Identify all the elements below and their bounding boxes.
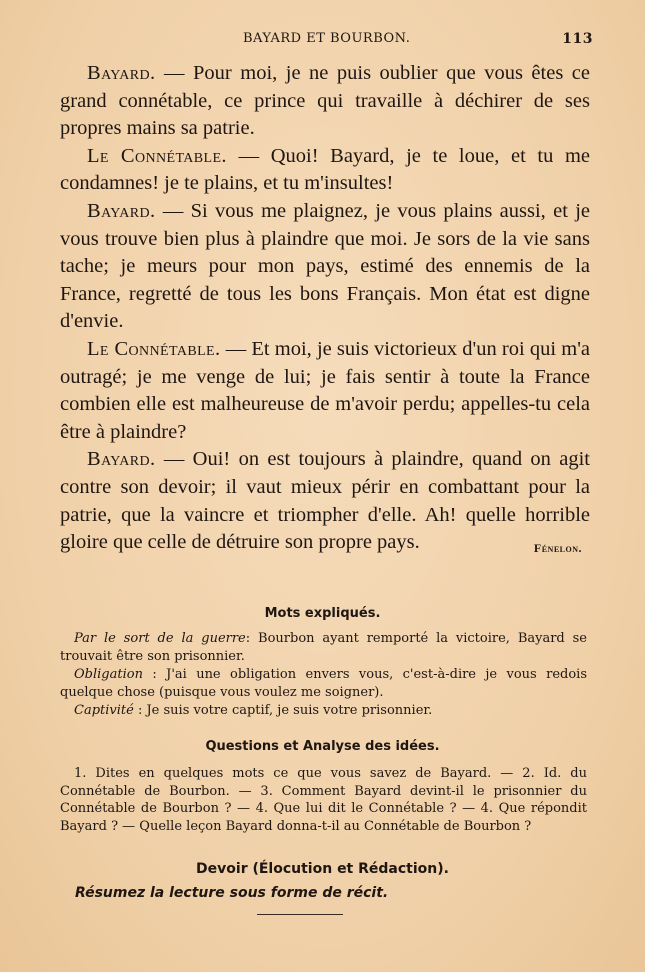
dialogue-paragraph [60,143,590,198]
dialogue-paragraph [60,336,590,446]
speaker-name: Bayard. [87,62,156,84]
devoir-heading: Devoir (Élocution et Rédaction). [196,861,449,877]
dialogue-paragraph [60,60,590,143]
dialogue-paragraph [60,198,590,336]
questions-heading: Questions et Analyse des idées. [205,739,440,754]
speech-text: — Si vous me plaignez, je vous plains aussi, et je vous trouve bien plus à plaindre que moi. Je sors de la vie sans tache; je meurs pour mon pays, estimé des ennemis de la France, regretté de tous les bons Français. Mon état est digne d'envie. [60,199,590,333]
speaker-name: Le Connétable. [87,144,227,167]
mots-expliques-heading: Mots expliqués. [264,606,381,621]
devoir-text: Résumez la lecture sous forme de récit. [75,885,389,901]
running-head [0,31,645,51]
questions-text: 1. Dites en quelques mots ce que vous savez de Bayard. — 2. Id. du Connétable de Bourbon. — 3. Comment Bayard devint-il le prisonnier du Connétable de Bourbon ? — 4. Que lui dit le Connétable ? — 4. Que répondit Bayard ? — Quelle leçon Bayard donna-t-il au Connétable de Bourbon ? [60,766,587,834]
mots-expliques-list [60,630,587,721]
author-signature: Fénelon. [533,541,582,556]
running-title: BAYARD ET BOURBON. [243,31,411,46]
note-item [60,630,587,665]
note-item [60,666,587,701]
note-item [60,702,587,720]
note-definition: : Bourbon ayant remporté la victoire, Bayard se trouvait être son prisonnier. [60,631,587,664]
note-term: Captivité [74,703,134,718]
speaker-name: Bayard. [87,448,156,471]
note-definition: : J'ai une obligation envers vous, c'est-à-dire je vous redois quelque chose (puisque vous voulez me soigner). [60,667,587,700]
speech-text: — Oui! on est toujours à plaindre, quand on agit contre son devoir; il vaut mieux périr en combattant pour la patrie, que la vaincre et triompher d'elle. Ah! quelle horrible gloire que celle de détruire son propre pays. [60,448,590,554]
speech-text: — Pour moi, je ne puis oublier que vous êtes ce grand connétable, ce prince qui travaille à déchirer de ses propres mains sa patrie. [60,62,590,140]
note-definition: : Je suis votre captif, je suis votre prisonnier. [133,703,433,718]
speaker-name: Le Connétable. [87,337,221,360]
end-rule [257,914,343,915]
speech-text: — Et moi, je suis victorieux d'un roi qui m'a outragé; je me venge de lui; je fais sentir à toute la France combien elle est malheureuse de m'avoir perdu; appelles-tu cela être à plaindre? [60,337,590,443]
dialogue-paragraph [60,446,590,556]
dialogue-text [60,60,590,563]
page-number: 113 [562,31,593,47]
speaker-name: Bayard. [87,199,156,222]
speech-text: — Quoi! Bayard, je te loue, et tu me condamnes! je te plains, et tu m'insultes! [60,144,590,195]
note-term: Obligation [74,667,143,682]
note-term: Par le sort de la guerre [74,631,246,646]
